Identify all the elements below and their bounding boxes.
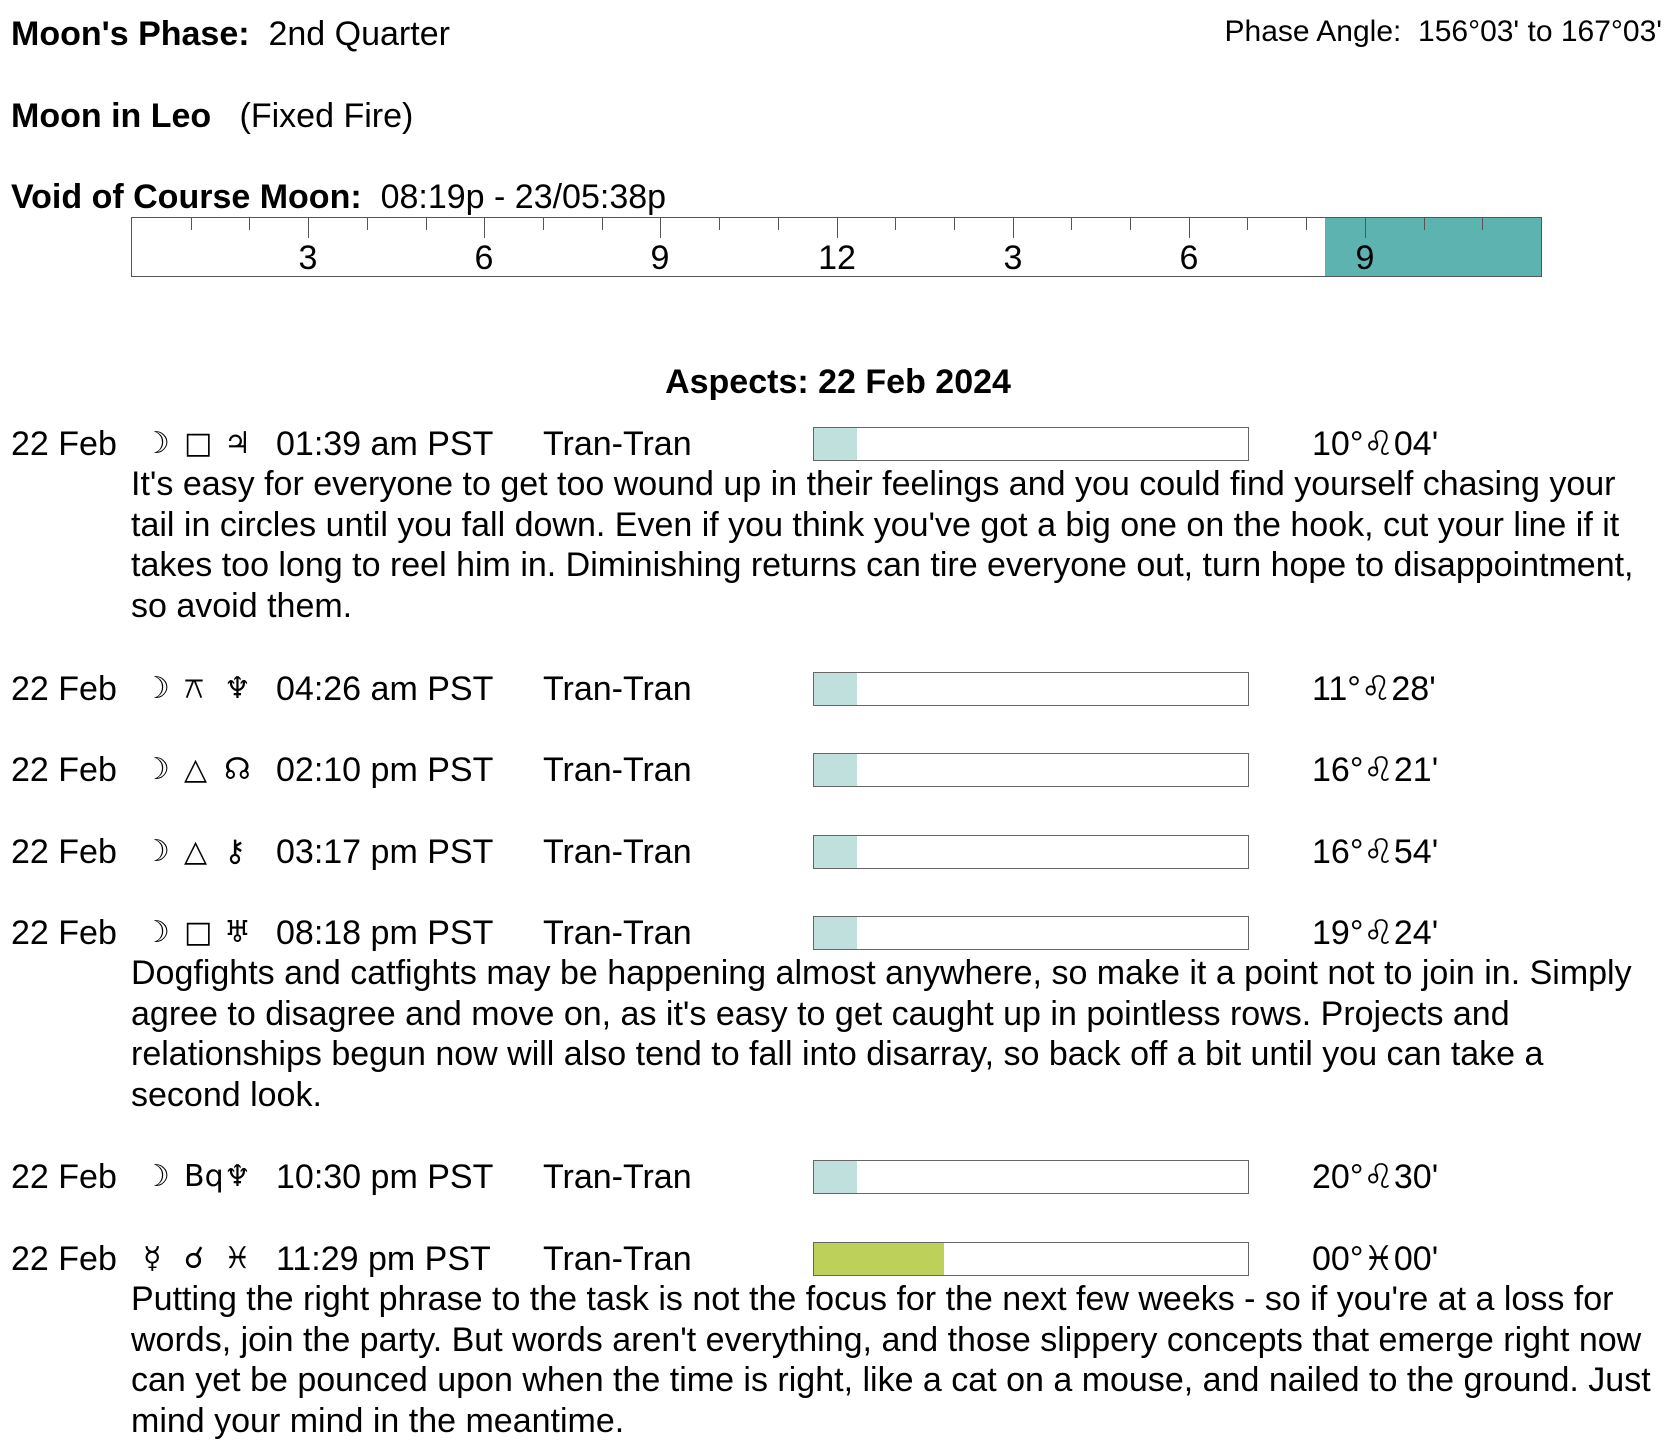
aspect-type: Tran-Tran bbox=[543, 1240, 692, 1278]
timeline-tick bbox=[660, 218, 661, 238]
phase-angle bbox=[1225, 14, 1662, 50]
strength-fill bbox=[814, 673, 857, 705]
planet2-glyph: ♆ bbox=[224, 671, 251, 706]
planet2-glyph: ⚷ bbox=[224, 834, 246, 869]
timeline-tick bbox=[1130, 218, 1131, 230]
aspect-glyph: □ bbox=[184, 915, 213, 950]
aspect-time: 08:18 pm PST bbox=[276, 914, 494, 952]
strength-bar bbox=[813, 672, 1249, 706]
timeline-tick bbox=[719, 218, 720, 230]
planet2-glyph: ♆ bbox=[224, 1159, 251, 1194]
timeline-tick bbox=[1482, 218, 1483, 230]
aspect-date: 22 Feb bbox=[11, 751, 117, 789]
moon-phase bbox=[11, 14, 450, 54]
strength-fill bbox=[814, 754, 857, 786]
timeline-tick bbox=[484, 218, 485, 238]
timeline-tick bbox=[191, 218, 192, 230]
timeline-tick bbox=[543, 218, 544, 230]
aspect-description: Dogfights and catfights may be happening almost anywhere, so make it a point not to join in. Simply agree to disagree and move on, as it's easy to get caught up in pointless rows. Projects and relationships begun now will also tend to fall into disarray, so back off a bit until you can take a second look. bbox=[131, 954, 1632, 1114]
aspect-time: 03:17 pm PST bbox=[276, 833, 494, 871]
strength-bar bbox=[813, 1160, 1249, 1194]
planet2-glyph: ♃ bbox=[224, 426, 251, 461]
aspect-type: Tran-Tran bbox=[543, 425, 692, 463]
strength-bar bbox=[813, 916, 1249, 950]
aspect-time: 01:39 am PST bbox=[276, 425, 494, 463]
timeline-tick bbox=[954, 218, 955, 230]
aspect-position: 10°♌04' bbox=[1312, 425, 1439, 463]
voc-value: 08:19p - 23/05:38p bbox=[380, 178, 667, 216]
timeline-tick bbox=[308, 218, 309, 238]
timeline-hour-label: 3 bbox=[1003, 239, 1023, 277]
timeline-tick bbox=[367, 218, 368, 230]
aspect-position: 16°♌21' bbox=[1312, 751, 1439, 789]
aspect-position: 00°♓00' bbox=[1312, 1240, 1439, 1278]
aspect-glyph: ⚻ bbox=[184, 671, 204, 706]
voc-label: Void of Course Moon: bbox=[11, 178, 362, 216]
timeline-tick bbox=[1247, 218, 1248, 230]
timeline-tick bbox=[1306, 218, 1307, 230]
phase-angle-value: 156°03' to 167°03' bbox=[1418, 15, 1662, 48]
timeline-tick bbox=[602, 218, 603, 230]
aspect-type: Tran-Tran bbox=[543, 914, 692, 952]
timeline-hour-label: 6 bbox=[1179, 239, 1199, 277]
aspect-type: Tran-Tran bbox=[543, 751, 692, 789]
aspect-type: Tran-Tran bbox=[543, 1158, 692, 1196]
timeline-tick bbox=[1189, 218, 1190, 238]
timeline-tick bbox=[1013, 218, 1014, 238]
timeline-hour-label: 6 bbox=[474, 239, 494, 277]
aspect-date: 22 Feb bbox=[11, 833, 117, 871]
timeline-tick bbox=[1424, 218, 1425, 230]
aspect-description: Putting the right phrase to the task is not the focus for the next few weeks - so if you're at a loss for words, join the party. But words aren't everything, and those slippery concepts that emerge right now can yet be pounced upon when the time is right, like a cat on a mouse, and nailed to the ground. Just mind your mind in the meantime. bbox=[131, 1280, 1651, 1440]
planet1-glyph: ☽ bbox=[143, 752, 170, 787]
planet2-glyph: ♅ bbox=[224, 915, 251, 950]
strength-bar bbox=[813, 835, 1249, 869]
planet1-glyph: ☽ bbox=[143, 1159, 170, 1194]
planet1-glyph: ☽ bbox=[143, 426, 170, 461]
planet1-glyph: ☽ bbox=[143, 834, 170, 869]
aspect-description: It's easy for everyone to get too wound up in their feelings and you could find yourself chasing your tail in circles until you fall down. Even if you think you've got a big one on the hook, cut your line if it takes too long to reel him in. Diminishing returns can tire everyone out, turn hope to disappointment, so avoid them. bbox=[131, 465, 1634, 625]
timeline-tick bbox=[1365, 218, 1366, 238]
timeline-hour-label: 9 bbox=[650, 239, 670, 277]
timeline-tick bbox=[778, 218, 779, 230]
aspect-type: Tran-Tran bbox=[543, 670, 692, 708]
void-of-course bbox=[11, 177, 666, 217]
moon-phase-label: Moon's Phase: bbox=[11, 15, 250, 53]
planet2-glyph: ♓ bbox=[224, 1241, 251, 1276]
planet1-glyph: ☽ bbox=[143, 671, 170, 706]
aspect-row bbox=[0, 1157, 1676, 1217]
aspects-title: Aspects: 22 Feb 2024 bbox=[665, 363, 1011, 401]
strength-bar bbox=[813, 753, 1249, 787]
aspect-glyph: □ bbox=[184, 426, 213, 461]
aspect-glyph: △ bbox=[184, 752, 208, 787]
strength-fill bbox=[814, 836, 857, 868]
aspect-row bbox=[0, 669, 1676, 729]
timeline-tick bbox=[249, 218, 250, 230]
void-timeline bbox=[131, 217, 1542, 277]
aspect-row bbox=[0, 832, 1676, 892]
timeline-tick bbox=[1071, 218, 1072, 230]
aspect-date: 22 Feb bbox=[11, 425, 117, 463]
planet1-glyph: ☿ bbox=[143, 1241, 162, 1276]
timeline-hour-label: 9 bbox=[1355, 239, 1375, 277]
aspect-time: 02:10 pm PST bbox=[276, 751, 494, 789]
timeline-tick bbox=[426, 218, 427, 230]
aspect-date: 22 Feb bbox=[11, 670, 117, 708]
aspect-time: 11:29 pm PST bbox=[276, 1240, 491, 1278]
aspect-glyph: △ bbox=[184, 834, 208, 869]
timeline-hour-label: 12 bbox=[818, 239, 856, 277]
moon-phase-value: 2nd Quarter bbox=[268, 15, 450, 53]
aspect-position: 20°♌30' bbox=[1312, 1158, 1439, 1196]
planet1-glyph: ☽ bbox=[143, 915, 170, 950]
aspect-glyph: ☌ bbox=[184, 1241, 205, 1276]
aspect-position: 16°♌54' bbox=[1312, 833, 1439, 871]
strength-fill bbox=[814, 1161, 857, 1193]
strength-bar bbox=[813, 1242, 1249, 1276]
aspect-time: 04:26 am PST bbox=[276, 670, 494, 708]
moon-sign-quality: (Fixed Fire) bbox=[239, 97, 414, 135]
aspect-position: 11°♌28' bbox=[1312, 670, 1436, 708]
phase-angle-label: Phase Angle: bbox=[1224, 15, 1402, 48]
timeline-tick bbox=[895, 218, 896, 230]
aspect-row bbox=[0, 750, 1676, 810]
moon-sign-label: Moon in Leo bbox=[11, 97, 212, 135]
aspect-position: 19°♌24' bbox=[1312, 914, 1439, 952]
strength-fill bbox=[814, 428, 857, 460]
aspect-date: 22 Feb bbox=[11, 1158, 117, 1196]
aspect-date: 22 Feb bbox=[11, 914, 117, 952]
aspect-glyph: Bq bbox=[184, 1159, 224, 1194]
aspect-type: Tran-Tran bbox=[543, 833, 692, 871]
strength-fill bbox=[814, 1243, 944, 1275]
timeline-hour-label: 3 bbox=[298, 239, 318, 277]
strength-bar bbox=[813, 427, 1249, 461]
strength-fill bbox=[814, 917, 857, 949]
moon-sign bbox=[11, 96, 413, 136]
timeline-tick bbox=[837, 218, 838, 238]
aspect-date: 22 Feb bbox=[11, 1240, 117, 1278]
aspect-time: 10:30 pm PST bbox=[276, 1158, 494, 1196]
planet2-glyph: ☊ bbox=[224, 752, 251, 787]
